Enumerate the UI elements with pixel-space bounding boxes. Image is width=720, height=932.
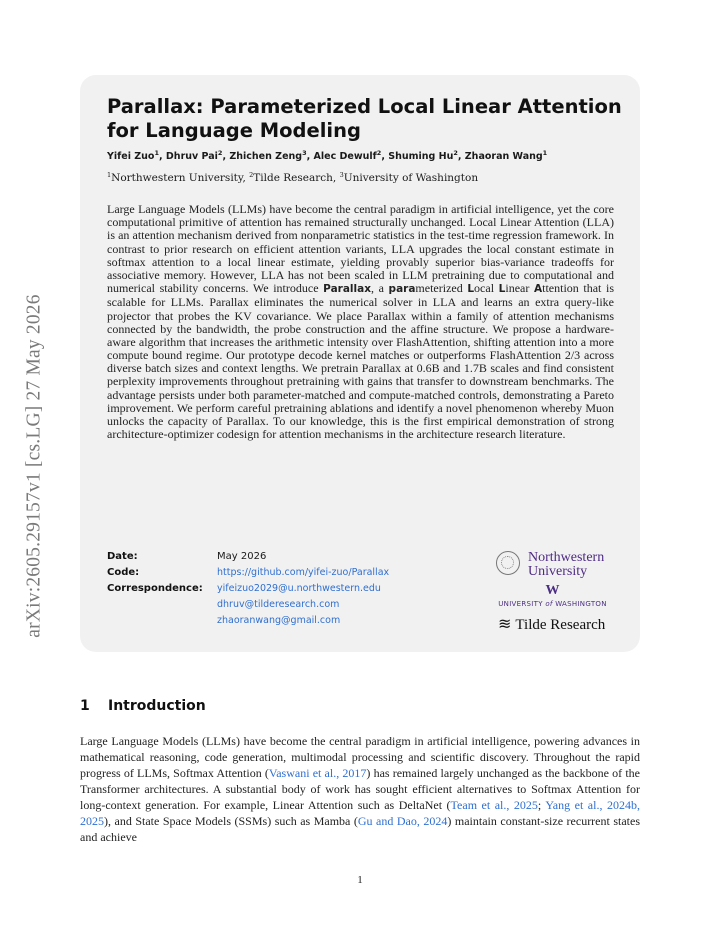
paper-title: Parallax: Parameterized Local Linear Attention for Language Modeling	[107, 95, 622, 142]
citation-link[interactable]: Vaswani et al., 2017	[268, 766, 367, 780]
northwestern-wordmark: Northwestern University	[528, 550, 605, 579]
arxiv-id: arXiv:2605.29157v1 [cs.LG] 27 May 2026	[24, 294, 46, 638]
northwestern-seal-icon	[496, 551, 520, 575]
date-label: Date:	[107, 551, 138, 562]
intro-paragraph: Large Language Models (LLMs) have become the central paradigm in artificial intelligence, powering advances in mathematical reasoning, code generation, multimodal processing and scientific discovery. Throughout the rapid progress of LLMs, Softmax Attention (Vaswani et al., 2017) has remained largely unchanged as the backbone of the Transformer architectures. A substantial body of work has sought efficient alternatives to Softmax Attention for long-context generation. For example, Linear Attention such as DeltaNet (Team et al., 2025; Yang et al., 2024b, 2025), and State Space Models (SSMs) such as Mamba (Gu and Dao, 2024) maintain constant-size recurrent states and achieve	[80, 734, 641, 844]
citation-link[interactable]: Team et al., 2025	[450, 798, 538, 812]
email-link[interactable]: zhaoranwang@gmail.com	[217, 615, 341, 626]
correspondence-label: Correspondence:	[107, 583, 203, 594]
institution-logos	[490, 547, 615, 637]
citation-link[interactable]: Gu and Dao, 2024	[357, 814, 448, 828]
code-label: Code:	[107, 567, 140, 578]
email-link[interactable]: yifeizuo2029@u.northwestern.edu	[217, 583, 381, 594]
email-link[interactable]: dhruv@tilderesearch.com	[217, 599, 340, 610]
affiliation: $^2$Tilde Research	[249, 171, 333, 184]
author: Yifei Zuo$^1$	[107, 149, 159, 162]
author: Alec Dewulf$^2$	[313, 149, 382, 162]
tilde-waves-icon: ≋	[498, 614, 512, 633]
author: Zhaoran Wang$^1$	[464, 149, 548, 162]
citation-link[interactable]: Yang et al., 2024b, 2025	[80, 798, 640, 828]
code-link[interactable]: https://github.com/yifei-zuo/Parallax	[217, 567, 390, 578]
affiliation: $^1$Northwestern University	[107, 171, 243, 184]
arxiv-watermark	[20, 256, 50, 676]
uw-w-icon: W	[545, 583, 560, 598]
affiliation-list: $^1$Northwestern University, $^2$Tilde Research, $^3$University of Washington	[107, 171, 479, 184]
tilde-logo: ≋ Tilde Research	[498, 614, 606, 633]
date-value: May 2026	[217, 551, 267, 562]
author-list: Yifei Zuo$^1$, Dhruv Pai$^2$, Zhichen Zeng$^3$, Alec Dewulf$^2$, Shuming Hu$^2$, Zhaoran Wang$^1$	[107, 149, 548, 162]
author: Zhichen Zeng$^3$	[229, 149, 307, 162]
author: Shuming Hu$^2$	[388, 149, 458, 162]
abstract-text: Large Language Models (LLMs) have become the central paradigm in artificial intelligence, yet the core computational primitive of attention has remained structurally unchanged. Local Linear Attention (LLA) is an attention mechanism derived from nonparametric statistics in the test-time regression framework. In contrast to prior research on efficient attention variants, LLA upgrades the local constant estimate in softmax attention to a local linear estimate, yielding provably superior bias-variance tradeoffs for associative memory. However, LLA has not been scaled in LLM pretraining due to computational and numerical stability concerns. We introduce Parallax, a parameterized Local Linear Attention that is scalable for LLMs. Parallax eliminates the numerical solver in LLA and learns an extra query-like projector that probes the KV covariance. We place Parallax within a family of attention mechanisms connected by the bandwidth, the probe construction and the affine structure. We propose a hardware-aware algorithm that increases the arithmetic intensity over FlashAttention, shifting attention into a more compute bound regime. Our prototype decode kernel matches or outperforms FlashAttention 2/3 across diverse batch sizes and context lengths. We pretrain Parallax at 0.6B and 1.7B scales and find consistent perplexity improvements throughout pretraining with gains that transfer to downstream benchmarks. The advantage persists under both parameter-matched and compute-matched controls, demonstrating a Pareto improvement. We perform careful pretraining ablations and identify a novel phenomenon whereby Muon unlocks the capacity of Parallax. To our knowledge, this is the first empirical demonstration of strong architecture-optimizer codesign for attention mechanisms in the architecture research literature.	[107, 202, 614, 442]
page-number: 1	[357, 874, 363, 886]
affiliation: $^3$University of Washington	[339, 171, 479, 184]
section-title: Introduction	[108, 698, 206, 714]
northwestern-logo	[494, 549, 616, 579]
author: Dhruv Pai$^2$	[165, 149, 223, 162]
section-heading	[80, 698, 206, 714]
uw-wordmark: UNIVERSITY of WASHINGTON	[498, 600, 607, 608]
section-number: 1	[80, 698, 90, 714]
